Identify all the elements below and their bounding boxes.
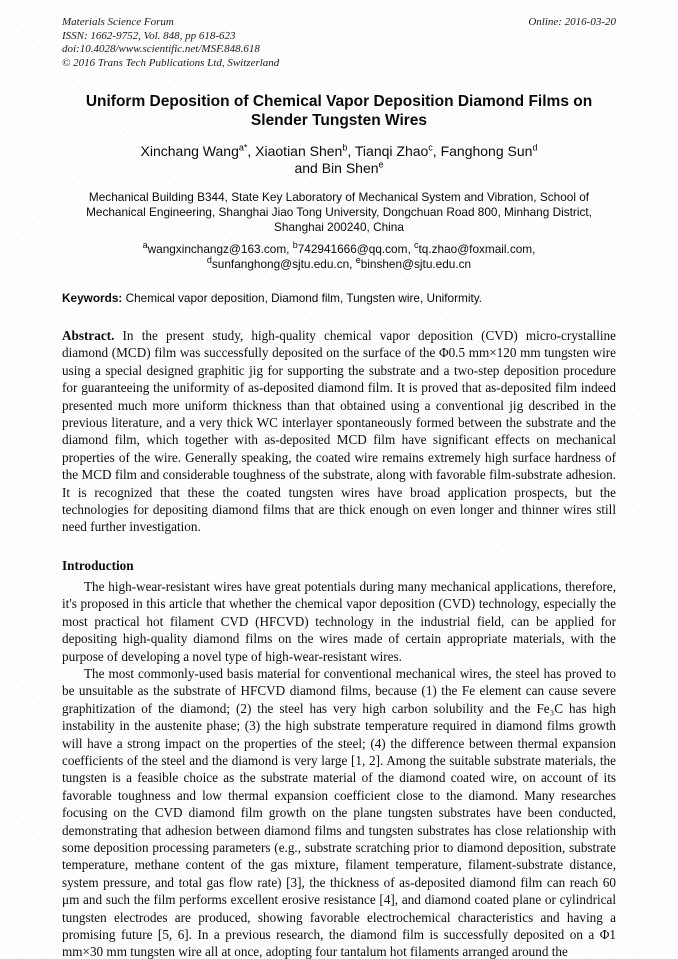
intro-paragraph-1: The high-wear-resistant wires have great potentials during many mechanical applications, therefore, it's proposed in this article that whether the chemical vapor deposition (CVD) technology, especially the most practical hot filament CVD (HFCVD) technology in the industrial field, can be applied for depositing high-quality diamond films on the wires made of certain appropriate materials, with the purpose of developing a novel type of high-wear-resistant wires. xyxy=(62,578,616,664)
keywords-label: Keywords: xyxy=(62,291,123,305)
intro-paragraph-2: The most commonly-used basis material for conventional mechanical wires, the steel has proved to be unsuitable as the substrate of HFCVD diamond films, because (1) the Fe element can cause severe graphitization of the diamond; (2) the steel has very high carbon solubility and the Fe₃C has high instability in the austenite phase; (3) the high substrate temperature required in diamond films growth will have a strong impact on the properties of the steel; (4) the difference between thermal expansion coefficients of the steel and the diamond is very large [1, 2]. Among the suitable substrate materials, the tungsten is a feasible choice as the substrate material of the diamond coated wire, on account of its favorable toughness and low thermal expansion coefficient close to the diamond. Many researches focusing on the CVD diamond film growth on the plane tungsten substrates have been conducted, demonstrating that adhesion between diamond films and tungsten substrates has close relationship with some deposition processing parameters (e.g., substrate scratching prior to diamond deposition, substrate temperature, methane content of the gas mixture, filament temperature, filament-substrate distance, system pressure, and total gas flow rate) [3], the thickness of as-deposited diamond film can reach 60 μm and such the film performs excellent erosive resistance [4], and diamond coated plane or cylindrical tungsten electrodes are produced, showing favorable electrochemical characteristics and having a promising future [5, 6]. In a previous research, the diamond film is successfully deposited on a Φ1 mm×30 mm tungsten wire all at once, adopting four tantalum hot filaments arranged around the xyxy=(62,665,616,959)
email: 742941666@qq.com, xyxy=(297,242,414,256)
journal-info xyxy=(62,16,279,70)
author-sup: d xyxy=(532,142,538,153)
authors-block xyxy=(62,143,616,177)
author-name: , Tianqi Zhao xyxy=(347,143,429,159)
journal-issn: ISSN: 1662-9752, Vol. 848, pp 618-623 xyxy=(62,29,236,42)
author-sup: a* xyxy=(238,142,248,153)
keywords-text: Chemical vapor deposition, Diamond film, Tungsten wire, Uniformity. xyxy=(122,291,483,305)
email: tq.zhao@foxmail.com, xyxy=(418,242,536,256)
author-name: , Xiaotian Shen xyxy=(247,143,343,159)
online-date: Online: 2016-03-20 xyxy=(528,16,616,28)
author-emails xyxy=(62,242,616,272)
author-name: and Bin Shen xyxy=(294,160,379,176)
author-sup: b xyxy=(342,142,348,153)
section-heading-introduction: Introduction xyxy=(62,557,134,573)
abstract-text: In the present study, high-quality chemical vapor deposition (CVD) micro-crystalline diamond (MCD) film was successfully deposited on the surface of the Φ0.5 mm×120 mm tungsten wire using a special designed graphitic jig for supporting the substrate and a two-step deposition procedure for guaranteeing the uniformity of as-deposited diamond film. It is proved that as-deposited film indeed presented much more uniform thickness than that obtained using a conventional jig described in the previous literature, and a very thick WC interlayer spontaneously formed between the substrate and the diamond film, which together with as-deposited MCD film have significant effects on mechanical properties of the wire. Generally speaking, the coated wire remains extremely high surface hardness of the MCD film and considerable toughness of the substrate, along with favorable film-substrate adhesion. It is recognized that these the coated tungsten wires have broad application prospects, but the technologies for depositing diamond films that are thick enough on even longer and thinner wires still need further investigation. xyxy=(62,328,616,535)
email-sup: e xyxy=(355,255,361,266)
email: sunfanghong@sjtu.edu.cn, xyxy=(211,257,356,271)
journal-doi: doi:10.4028/www.scientific.net/MSF.848.618 xyxy=(62,43,260,55)
email: wangxinchangz@163.com, xyxy=(147,242,293,256)
author-name: , Fanghong Sun xyxy=(432,143,533,159)
author-name: Xinchang Wang xyxy=(140,143,239,159)
author-sup: e xyxy=(378,159,384,170)
abstract xyxy=(62,327,616,536)
introduction-body xyxy=(62,578,616,959)
journal-copyright: © 2016 Trans Tech Publications Ltd, Switzerland xyxy=(62,56,280,69)
email-sup: d xyxy=(206,255,212,266)
paper-title: Uniform Deposition of Chemical Vapor Deposition Diamond Films on Slender Tungsten Wires xyxy=(85,93,593,129)
email: binshen@sjtu.edu.cn xyxy=(360,257,472,271)
affiliation: Mechanical Building B344, State Key Laboratory of Mechanical System and Vibration, School of Mechanical Engineering, Shanghai Jiao Tong University, Dongchuan Road 800, Minhang District, Shanghai 200240, China xyxy=(86,190,592,234)
email-sup: b xyxy=(292,240,298,251)
abstract-label: Abstract. xyxy=(62,328,115,343)
email-sup: c xyxy=(414,240,419,251)
email-sup: a xyxy=(142,240,148,251)
journal-name: Materials Science Forum xyxy=(62,16,174,28)
author-sup: c xyxy=(428,142,433,153)
journal-header xyxy=(62,16,616,70)
keywords-line xyxy=(62,291,616,306)
